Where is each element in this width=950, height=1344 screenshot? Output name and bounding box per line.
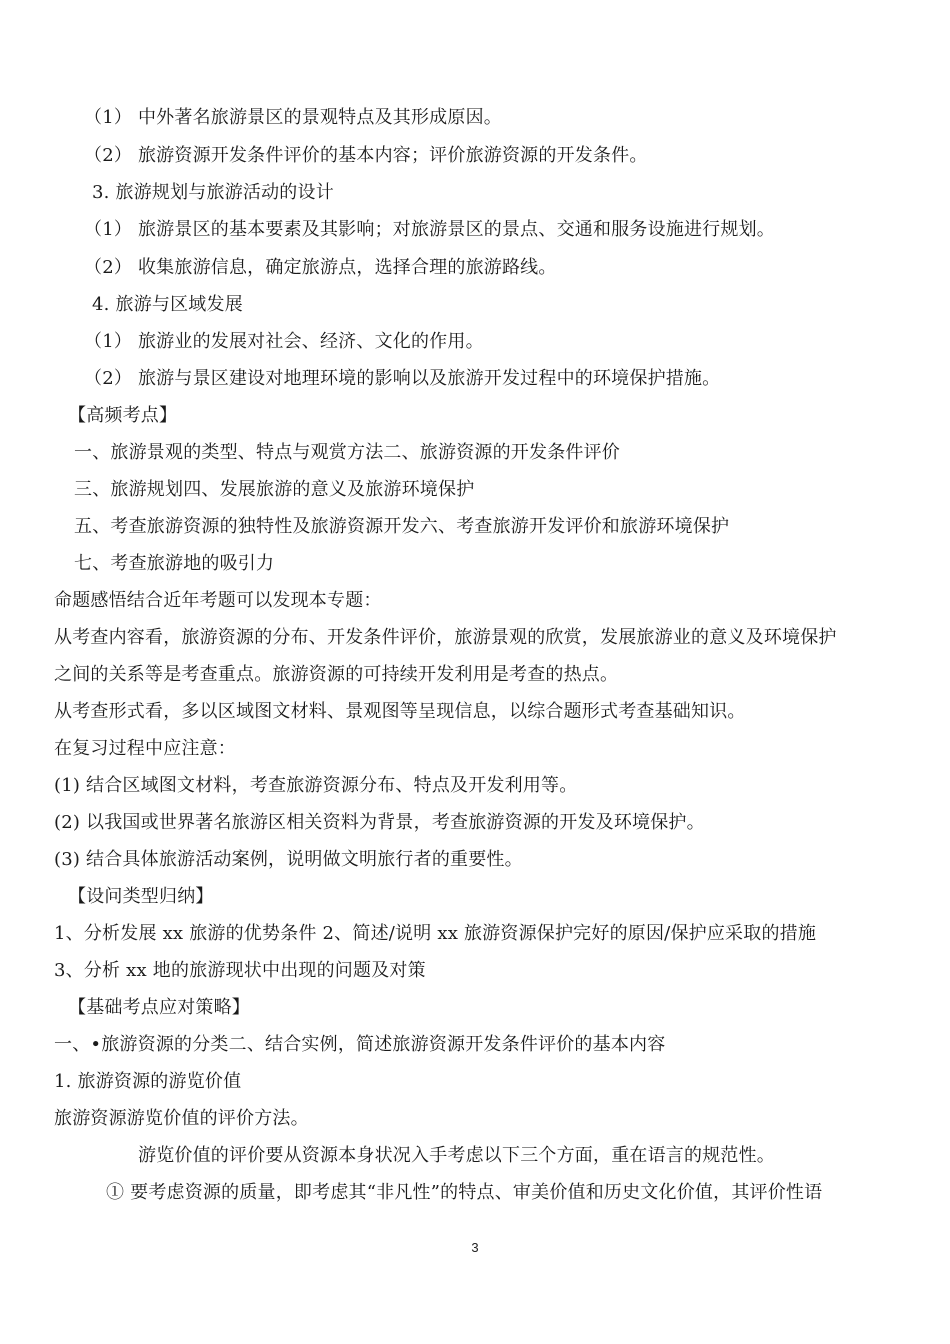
text-line: 4. 旅游与区域发展 — [92, 294, 243, 315]
section-heading: 【基础考点应对策略】 — [68, 997, 250, 1018]
text-line: 之间的关系等是考查重点。旅游资源的可持续开发利用是考查的热点。 — [54, 664, 619, 685]
text-line: 旅游资源游览价值的评价方法。 — [54, 1108, 309, 1129]
text-line: 命题感悟结合近年考题可以发现本专题： — [54, 590, 382, 611]
section-heading: 【高频考点】 — [68, 405, 178, 426]
text-line: ① 要考虑资源的质量，即考虑其“非凡性”的特点、审美价值和历史文化价值，其评价性语 — [106, 1182, 823, 1203]
text-line: 一、旅游景观的类型、特点与观赏方法二、旅游资源的开发条件评价 — [74, 442, 620, 463]
text-line: (2) 以我国或世界著名旅游区相关资料为背景，考查旅游资源的开发及环境保护。 — [54, 812, 705, 833]
text-line: (3) 结合具体旅游活动案例，说明做文明旅行者的重要性。 — [54, 849, 523, 870]
text-line: 七、考查旅游地的吸引力 — [74, 553, 275, 574]
text-line: 3、分析 xx 地的旅游现状中出现的问题及对策 — [54, 960, 426, 981]
text-line: （2） 旅游与景区建设对地理环境的影响以及旅游开发过程中的环境保护措施。 — [84, 368, 721, 389]
text-line: 在复习过程中应注意： — [54, 738, 236, 759]
text-line: 从考查形式看，多以区域图文材料、景观图等呈现信息，以综合题形式考查基础知识。 — [54, 701, 746, 722]
text-line: （2） 收集旅游信息，确定旅游点，选择合理的旅游路线。 — [84, 257, 557, 278]
text-line: （2） 旅游资源开发条件评价的基本内容；评价旅游资源的开发条件。 — [84, 145, 648, 166]
section-heading: 【设问类型归纳】 — [68, 886, 214, 907]
text-line: 游览价值的评价要从资源本身状况入手考虑以下三个方面，重在语言的规范性。 — [138, 1145, 775, 1166]
text-line: 从考查内容看，旅游资源的分布、开发条件评价，旅游景观的欣赏，发展旅游业的意义及环境保护 — [54, 627, 837, 648]
text-line: (1) 结合区域图文材料，考查旅游资源分布、特点及开发利用等。 — [54, 775, 578, 796]
text-line: （1） 中外著名旅游景区的景观特点及其形成原因。 — [84, 107, 502, 128]
text-line: 一、•旅游资源的分类二、结合实例，简述旅游资源开发条件评价的基本内容 — [54, 1034, 666, 1055]
text-line: （1） 旅游景区的基本要素及其影响；对旅游景区的景点、交通和服务设施进行规划。 — [84, 219, 775, 240]
text-line: 3. 旅游规划与旅游活动的设计 — [92, 182, 334, 203]
text-line: （1） 旅游业的发展对社会、经济、文化的作用。 — [84, 331, 484, 352]
text-line: 五、考查旅游资源的独特性及旅游资源开发六、考查旅游开发评价和旅游环境保护 — [74, 516, 730, 537]
text-line: 1、分析发展 xx 旅游的优势条件 2、简述/说明 xx 旅游资源保护完好的原因/保护应采取的措施 — [54, 923, 817, 944]
text-line: 三、旅游规划四、发展旅游的意义及旅游环境保护 — [74, 479, 475, 500]
text-line: 1. 旅游资源的游览价值 — [54, 1071, 242, 1092]
page-number: 3 — [471, 1240, 479, 1255]
